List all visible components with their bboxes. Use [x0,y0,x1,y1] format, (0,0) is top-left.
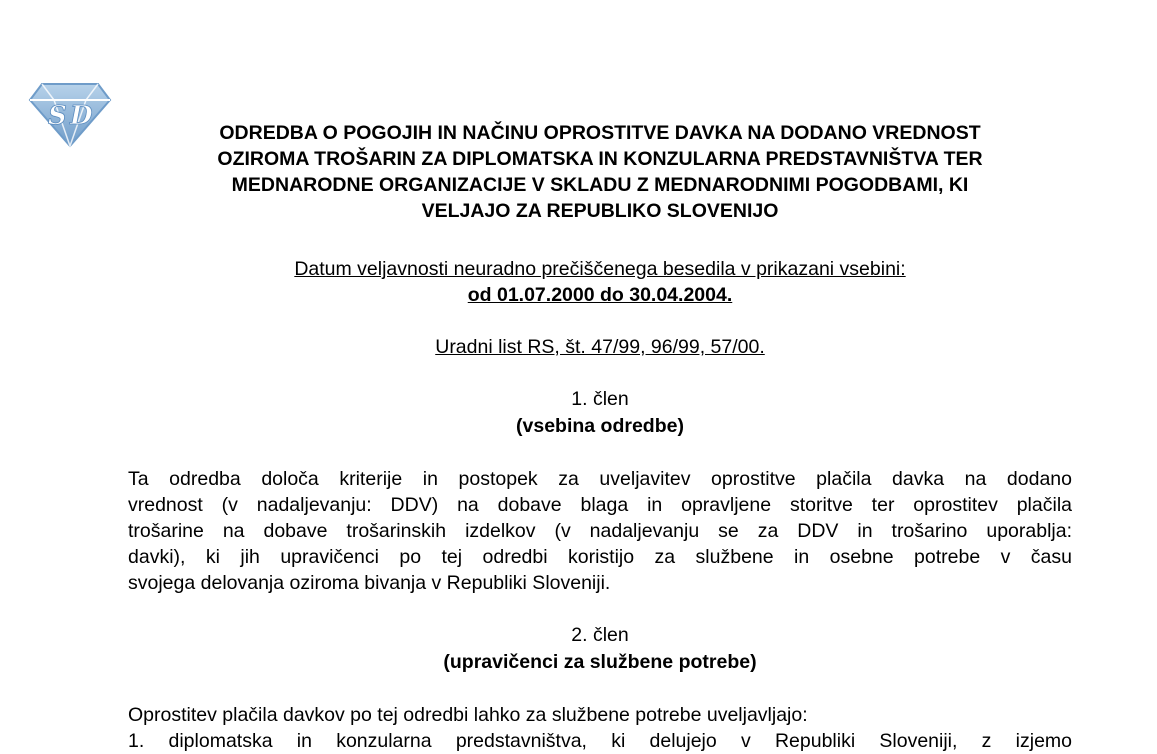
article-number: 1. člen [571,388,629,410]
paragraph-line: svojega delovanja oziroma bivanja v Republiki Sloveniji. [128,572,611,594]
paragraph-line: trošarine na dobave trošarinskih izdelkov (v nadaljevanju se za DDV in trošarino uporablja: [128,520,1072,542]
diamond-logo-icon [28,80,112,150]
article-number: 2. člen [571,624,629,646]
article-paragraph [128,466,1072,596]
svg-text:S: S [48,101,67,131]
official-gazette: Uradni list RS, št. 47/99, 96/99, 57/00. [435,336,765,358]
paragraph-line: Oprostitev plačila davkov po tej odredbi lahko za službene potrebe uveljavljajo: [128,704,808,726]
validity-label: Datum veljavnosti neuradno prečiščenega besedila v prikazani vsebini: [294,258,906,280]
validity-block [128,256,1072,308]
article-paragraph [128,702,1072,754]
document-page [128,120,1072,754]
paragraph-line: 1. diplomatska in konzularna predstavništva, ki delujejo v Republiki Sloveniji, z izjemo [128,730,1072,752]
article-heading [128,386,1072,440]
paragraph-line: davki), ki jih upravičenci po tej odredbi koristijo za službene in osebne potrebe v času [128,546,1072,568]
title-line: OZIROMA TROŠARIN ZA DIPLOMATSKA IN KONZULARNA PREDSTAVNIŠTVA TER [217,148,983,170]
article-title: (vsebina odredbe) [516,415,684,437]
document-title [128,120,1072,224]
title-line: ODREDBA O POGOJIH IN NAČINU OPROSTITVE DAVKA NA DODANO VREDNOST [219,122,981,144]
paragraph-line: Ta odredba določa kriterije in postopek za uveljavitev oprostitve plačila davka na dodano [128,468,1072,490]
svg-text:D: D [70,101,93,131]
validity-range: od 01.07.2000 do 30.04.2004. [467,284,733,306]
paragraph-line: vrednost (v nadaljevanju: DDV) na dobave blaga in opravljene storitve ter oprostitev plačila [128,494,1072,516]
article-title: (upravičenci za službene potrebe) [443,651,757,673]
title-line: MEDNARODNE ORGANIZACIJE V SKLADU Z MEDNARODNIMI POGODBAMI, KI [231,174,969,196]
title-line: VELJAJO ZA REPUBLIKO SLOVENIJO [421,200,779,222]
article-heading [128,622,1072,676]
